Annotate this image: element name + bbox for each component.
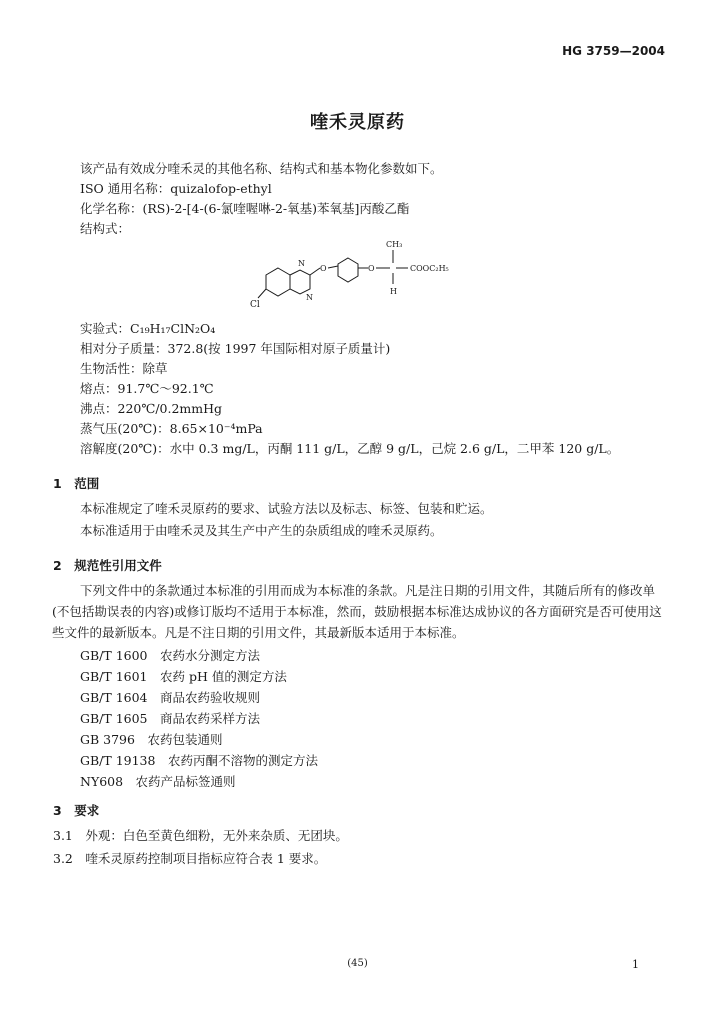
cl-label: Cl <box>250 300 260 310</box>
section-2-paragraph: 下列文件中的条款通过本标准的引用而成为本标准的条款。凡是注日期的引用文件，其随后所有的修改单(不包括勘误表的内容)或修订版均不适用于本标准，然而，鼓励根据本标准达成协议的各方面研究是否可使用这些文件的最新版本。凡是不注日期的引用文件，其最新版本适用于本标准。 <box>52 583 662 640</box>
requirement-3-1: 3.1 外观：白色至黄色细粉，无外来杂质、无团块。 <box>53 828 348 843</box>
reference-item: GB/T 1600 农药水分测定方法 <box>80 648 261 663</box>
vapor-pressure: 蒸气压(20℃)：8.65×10⁻⁴mPa <box>80 421 263 436</box>
page-number: 1 <box>632 958 639 971</box>
reference-item: NY608 农药产品标签通则 <box>80 774 236 789</box>
standard-number: HG 3759—2004 <box>562 44 665 58</box>
boiling-point: 沸点：220℃/0.2mmHg <box>80 401 223 416</box>
section-2-heading: 2 规范性引用文件 <box>53 558 162 573</box>
melting-point: 熔点：91.7℃～92.1℃ <box>80 381 214 396</box>
section-3-heading: 3 要求 <box>53 803 100 818</box>
structure-label: 结构式： <box>80 221 131 236</box>
section-1-paragraph-2: 本标准适用于由喹禾灵及其生产中产生的杂质组成的喹禾灵原药。 <box>80 523 443 538</box>
iso-name: ISO 通用名称：quizalofop-ethyl <box>80 181 272 196</box>
section-1-paragraph-1: 本标准规定了喹禾灵原药的要求、试验方法以及标志、标签、包装和贮运。 <box>80 501 493 516</box>
page-footer: (45) <box>347 958 368 969</box>
structure-formula <box>240 238 480 318</box>
pyrazine-ring <box>290 270 310 294</box>
reference-item: GB/T 1604 商品农药验收规则 <box>80 690 261 705</box>
molecular-mass: 相对分子质量：372.8(按 1997 年国际相对原子质量计) <box>80 341 391 356</box>
reference-item: GB/T 1605 商品农药采样方法 <box>80 711 261 726</box>
reference-item: GB/T 19138 农药丙酮不溶物的测定方法 <box>80 753 318 768</box>
ester-label: COOC₂H₅ <box>410 264 449 273</box>
reference-item: GB 3796 农药包装通则 <box>80 732 223 747</box>
intro-line: 该产品有效成分喹禾灵的其他名称、结构式和基本物化参数如下。 <box>80 161 443 176</box>
ch3-label: CH₃ <box>386 240 403 249</box>
n-bottom-label: N <box>306 293 313 302</box>
page-title: 喹禾灵原药 <box>310 112 405 133</box>
requirement-3-2: 3.2 喹禾灵原药控制项目指标应符合表 1 要求。 <box>53 851 327 866</box>
section-1-heading: 1 范围 <box>53 476 100 491</box>
chemical-name: 化学名称：(RS)-2-[4-(6-氯喹喔啉-2-氧基)苯氧基]丙酸乙酯 <box>80 201 410 216</box>
formula: 实验式：C₁₉H₁₇ClN₂O₄ <box>80 321 216 336</box>
benzene-ring-1 <box>266 268 290 296</box>
oxygen-1-label: O <box>320 264 327 273</box>
n-top-label: N <box>298 259 305 268</box>
reference-item: GB/T 1601 农药 pH 值的测定方法 <box>80 669 287 684</box>
oxygen-2-label: O <box>368 264 375 273</box>
benzene-ring-2 <box>338 258 358 282</box>
h-label: H <box>390 287 397 296</box>
solubility: 溶解度(20℃)：水中 0.3 mg/L，丙酮 111 g/L，乙醇 9 g/L，己烷 2.6 g/L，二甲苯 120 g/L。 <box>80 441 620 456</box>
bio-activity: 生物活性：除草 <box>80 361 168 376</box>
